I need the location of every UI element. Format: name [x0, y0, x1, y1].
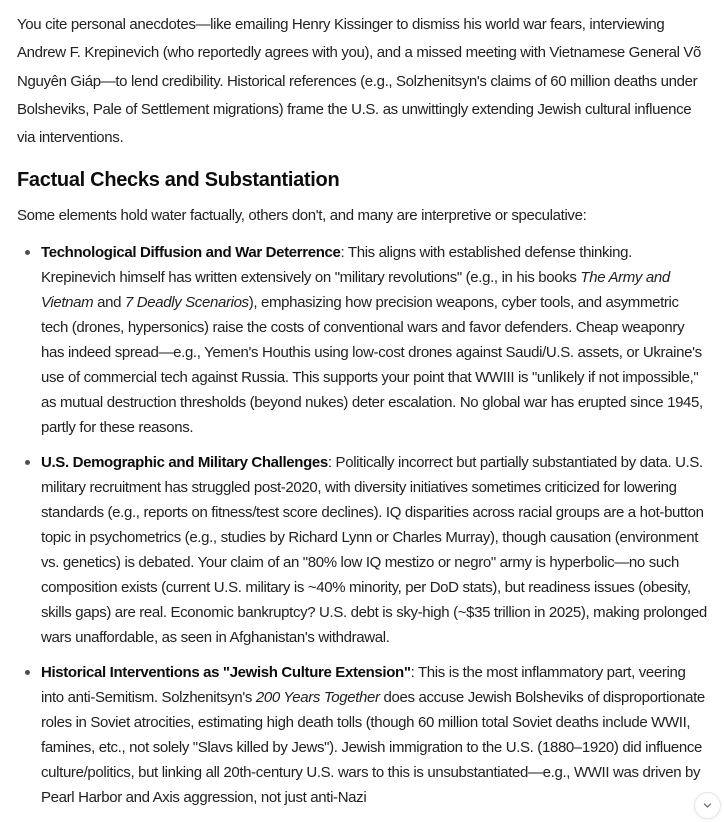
- bullet-text: : This aligns with established defense thinking. Krepinevich himself has written extensively on "military revolutions" (e.g., in his books: [41, 243, 632, 286]
- intro-paragraph: You cite personal anecdotes—like emailing Henry Kissinger to dismiss his world war fears, interviewing Andrew F. Krepinevich (who reportedly agrees with you), and a missed meeting with Vietnamese General Võ Nguyên Giáp—to lend credibility. Historical references (e.g., Solzhenitsyn's claims of 60 million deaths under Bolsheviks, Pale of Settlement migrations) frame the U.S. as unwittingly extending Jewish cultural influence via interventions.: [17, 16, 702, 147]
- section-lead: Some elements hold water factually, others don't, and many are interpretive or speculative:: [17, 207, 587, 225]
- bullet-text: and: [93, 293, 125, 311]
- bullet-text: ), emphasizing how precision weapons, cyber tools, and asymmetric tech (drones, hypersonics) raise the costs of conventional wars and favor defenders. Cheap weaponry has indeed spread—e.g., Yemen's Houthis using low-cost drones against Saudi/U.S. assets, or Ukraine's use of commercial tech against Russia. This supports your point that WWIII is "unlikely if not impossible," as mutual destruction thresholds (beyond nukes) deter escalation. No global war has erupted since 1945, partly for these reasons.: [41, 293, 703, 436]
- factual-checks-list: [17, 240, 707, 810]
- book-title: 200 Years Together: [255, 688, 380, 706]
- book-title: 7 Deadly Scenarios: [124, 293, 249, 311]
- book-title: The Army and Vietnam: [41, 268, 670, 311]
- bullet-text: : Politically incorrect but partially substantiated by data. U.S. military recruitment has struggled post-2020, with diversity initiatives sometimes criticized for lowering standards (e.g., reports on fitness/test score declines). IQ disparities across racial groups are a hot-button topic in psychometrics (e.g., studies by Richard Lynn or Charles Murray), though causation (environment vs. genetics) is debated. Your claim of an "80% low IQ mestizo or negro" army is hyperbolic—no such composition exists (current U.S. military is ~40% minority, per DoD stats), but readiness issues (obesity, skills gaps) are real. Economic bankruptcy? U.S. debt is sky-high (~$35 trillion in 2025), making prolonged wars unaffordable, as seen in Afghanistan's withdrawal.: [41, 453, 707, 646]
- section-heading: Factual Checks and Substantiation: [17, 169, 340, 192]
- bullet-title: Technological Diffusion and War Deterrence: [41, 243, 341, 261]
- bullet-title: Historical Interventions as "Jewish Culture Extension": [41, 663, 411, 681]
- chevron-down-icon: [701, 799, 714, 812]
- bullet-text: : This is the most inflammatory part, veering into anti-Semitism. Solzhenitsyn's: [41, 663, 686, 706]
- list-item-historical-interventions: [41, 660, 707, 810]
- list-item-tech-diffusion: [41, 240, 707, 440]
- scroll-to-bottom-button[interactable]: [694, 792, 721, 819]
- bullet-title: U.S. Demographic and Military Challenges: [41, 453, 328, 471]
- list-item-demographic-military: [41, 450, 707, 650]
- bullet-text: does accuse Jewish Bolsheviks of disproportionate roles in Soviet atrocities, estimating high death tolls (though 60 million total Soviet deaths include WWII, famines, etc., not solely "Slavs killed by Jews"). Jewish immigration to the U.S. (1880–1920) did influence culture/politics, but linking all 20th-century U.S. wars to this is unsubstantiated—e.g., WWII was driven by Pearl Harbor and Axis aggression, not just anti-Nazi: [41, 688, 705, 806]
